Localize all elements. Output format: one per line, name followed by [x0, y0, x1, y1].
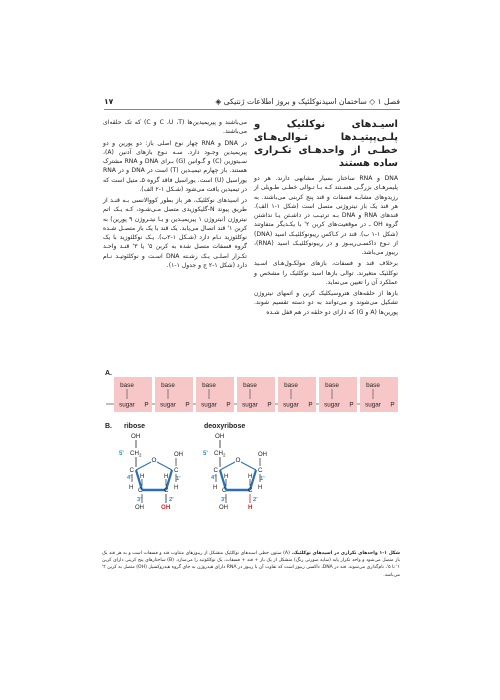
phosphate-label: P — [144, 401, 149, 409]
hydrogen-2-highlight: H — [248, 504, 253, 511]
sugar-label: sugar — [365, 401, 381, 409]
hydroxyl-3-label: OH — [135, 505, 144, 511]
carbon-3-number: 3' — [137, 497, 142, 503]
caption-title: شکل ۱-۱ واحدهای تکراری در اسیدهای نوکلئیک. — [291, 551, 400, 556]
base-label: base — [366, 382, 380, 389]
deoxyribose-title: deoxyribose — [204, 423, 246, 430]
hydroxyl-1-label: OH — [174, 452, 183, 458]
panel-a-label: A. — [105, 370, 112, 377]
phosphate-label: P — [226, 401, 231, 409]
carbon-5-number: 5' — [203, 451, 208, 457]
paragraph: بازها از حلقه‌های هتروسیکلیک کربن و اتمهای نیتروژن تشکیل می‌شوند و می‌توانند به دو دسته تقسیم شوند. پورین‌ها (A و G) که دارای دو حلقه در هم قفل شـده — [254, 290, 398, 316]
carbon-4: C — [213, 467, 218, 474]
hydroxyl-1-label: OH — [258, 452, 267, 458]
page-header — [104, 95, 400, 111]
figure-caption — [102, 550, 400, 579]
phosphate-label: P — [185, 401, 190, 409]
carbon-3: C — [138, 487, 143, 494]
deoxyribose-structure — [203, 433, 267, 511]
sugar-label: sugar — [324, 401, 340, 409]
header-rule — [104, 109, 400, 110]
right-column — [254, 118, 398, 319]
hydrogen: H — [140, 474, 145, 480]
ring-bond — [241, 462, 256, 470]
phosphate-label: P — [267, 401, 272, 409]
ring-oxygen: O — [151, 457, 157, 464]
subscript: 2 — [138, 452, 142, 458]
ring-bond — [136, 462, 151, 470]
paragraph: برخلاف قند و فسفات، بازهای مولکـول‌هـای اسـید نوکلئیک متغیرند. توالی بازها اسید نوکلئیک را مشخص و عملکرد آن را تعیین می‌نماید. — [254, 260, 398, 286]
carbon-2-number: 2' — [253, 497, 258, 503]
carbon-1: C — [174, 467, 179, 474]
carbon-4-number: 4' — [211, 475, 216, 481]
running-title: فصل ۱ ◇ ساختمان اسیدنوکلئیک و بروز اطلاعات ژنتیکی ◈ — [215, 97, 400, 106]
subscript: 2 — [222, 452, 226, 458]
carbon-3-number: 3' — [221, 497, 226, 503]
panel-b-label: B. — [105, 423, 112, 430]
base-label: base — [325, 382, 339, 389]
hydrogen: H — [248, 474, 253, 480]
carbon-5-number: 5' — [119, 451, 124, 457]
hydrogen: H — [213, 485, 218, 491]
paragraph: DNA و RNA ساختار بسیار مشابهی دارند. هر دو پلیمرهـای بزرگـی هسـتند کـه بـا تـوالی خطـی طـویلی از رزیدوهای مشابـه فسفات و قند پنج کربنی می‌باشند. به هر قند یک باز نیتروژنی متصل است (شکل ۱-۱ الف). قندهای RNA و DNA بـه ترتیـب در داشـتن یـا نداشتن گروه OH ـ در موقعیت‌های کربن ۲' با یکـدیگر متفاوتند (شکل ۱-۱ ب). قند در کـاکس ریبونوکلئیـک اسید (DNA) از نـوع داکسـی‌ریبـوز و در ریبونوکلئیـک اسید (RNA)، ریبوز می‌باشد. — [254, 175, 399, 256]
phosphate-label: P — [308, 401, 313, 409]
paragraph: می‌باشند و پیریمیدین‌ها (C ،U ،T و C) که تک حلقه‌ای می‌باشند. — [103, 119, 248, 136]
hydroxyl-3-label: OH — [219, 505, 228, 511]
phosphate-label: P — [349, 401, 354, 409]
ring-bond — [157, 462, 172, 470]
nucleotide-backbone — [106, 377, 398, 412]
carbon-4: C — [129, 467, 134, 474]
hydrogen: H — [129, 485, 134, 491]
ribose-title: ribose — [124, 423, 146, 430]
ch2-group: $CH_2$ — [214, 450, 226, 458]
hydrogen: H — [224, 474, 229, 480]
paragraph: در اسیدهای نوکلئیک، هر باز بطور کووالانسی بـه قنـد از طریق پیوند N-گلیکوزیدی متصل مـی‌شـود، کـه یـک اتم نیتروژن (نیتروژن ۱ پیریمیـدین و یـا نیتـروژن ۹ پورین) به کربن ۱' قند اتصال می‌یابد. یک قند با یک باز متصـل شـده نوکلئوزید نـام دارد (شـکل ۱-۲ب). یـک نوکلئوزید با یک گروه فسفات متصل شده به کربن ۵' یا ۳' قنـد واحـد تکـرار اصلـی یـک رشـته DNA اسـت و نوکلئوتیـد نـام دارد (شکل ۱-۲ ج و جدول ۱-۱). — [103, 197, 248, 269]
left-column — [103, 118, 247, 272]
carbon-3: C — [222, 487, 227, 494]
base-label: base — [161, 382, 175, 389]
caption-text: (A) ستون خطی اسیدهای نوکلئیک متشکل از ریبوزهای متناوب قند و فسفات است و به هر قند یک باز متصل می‌شود و واحد تکرار پایه (سایه صورتی رنگ) متشکل از یک باز + قند + فسفات، یک نوکلئوتید را می‌سازد. (B) ساختارهای پنج کربنی دارای کربن ۱' تا ۵'، نام‌گذاری می‌شوند. قند در DNA، داکسی ریبوز است که تفاوت آن با ریبوز در RNA دارای هیدروژن به جای گروه هیدروکسیل (OH) متصل به کربن ۲' می‌باشد. — [102, 551, 400, 578]
figure-canvas — [100, 366, 402, 548]
carbon-2-number: 2' — [169, 497, 174, 503]
sugar-label: sugar — [242, 401, 258, 409]
ch2-group: $CH_2$ — [130, 450, 142, 458]
page-number: ۱۷ — [104, 97, 114, 106]
carbon-2: C — [248, 487, 253, 494]
hydroxyl-5-label: OH — [215, 433, 225, 440]
hydrogen: H — [258, 485, 263, 491]
carbon-4-number: 4' — [127, 475, 132, 481]
section-heading: اسیـدهای نوکلئیک و پلـی‌پپتیـدها تـوالی‌هـای خطـی از واحدهـای تکـراری ساده هستند — [254, 119, 398, 169]
ring-oxygen: O — [235, 457, 241, 464]
hydroxyl-5-label: OH — [131, 433, 141, 440]
carbon-1: C — [258, 467, 263, 474]
base-label: base — [202, 382, 216, 389]
sugar-label: sugar — [201, 401, 217, 409]
carbon-2: C — [164, 487, 169, 494]
base-label: base — [243, 382, 257, 389]
figure-nucleic-acid-repeat — [100, 366, 402, 548]
base-label: base — [284, 382, 298, 389]
carbon-1-number: 1' — [260, 476, 265, 482]
sugar-label: sugar — [119, 401, 135, 409]
hydrogen: H — [174, 485, 179, 491]
carbon-1-number: 1' — [176, 476, 181, 482]
ring-bond — [220, 462, 235, 470]
base-label: base — [120, 382, 134, 389]
phosphate-label: P — [390, 401, 395, 409]
hydrogen: H — [164, 474, 169, 480]
ribose-structure — [119, 433, 183, 511]
paragraph: در DNA و RNA چهار نوع اصلی باز: دو پورین و دو پیریمیدین وجـود دارد. سـه نـوع بازهای آدنین (A)، سـیتوزین (C) و گـوانین (G) بـرای DNA و RNA مشترک هستند. باز چهارم تیمیـدین (T) است در DNA و در RNA یوراسیل (U) است. یوراسیل فاقد گروه ۵ـ متیل است که در تیمیدین یافت می‌شود (شـکل ۱-۲ الف). — [103, 139, 247, 193]
sugar-label: sugar — [160, 401, 176, 409]
hydroxyl-2-highlight: OH — [161, 504, 171, 511]
sugar-label: sugar — [283, 401, 299, 409]
